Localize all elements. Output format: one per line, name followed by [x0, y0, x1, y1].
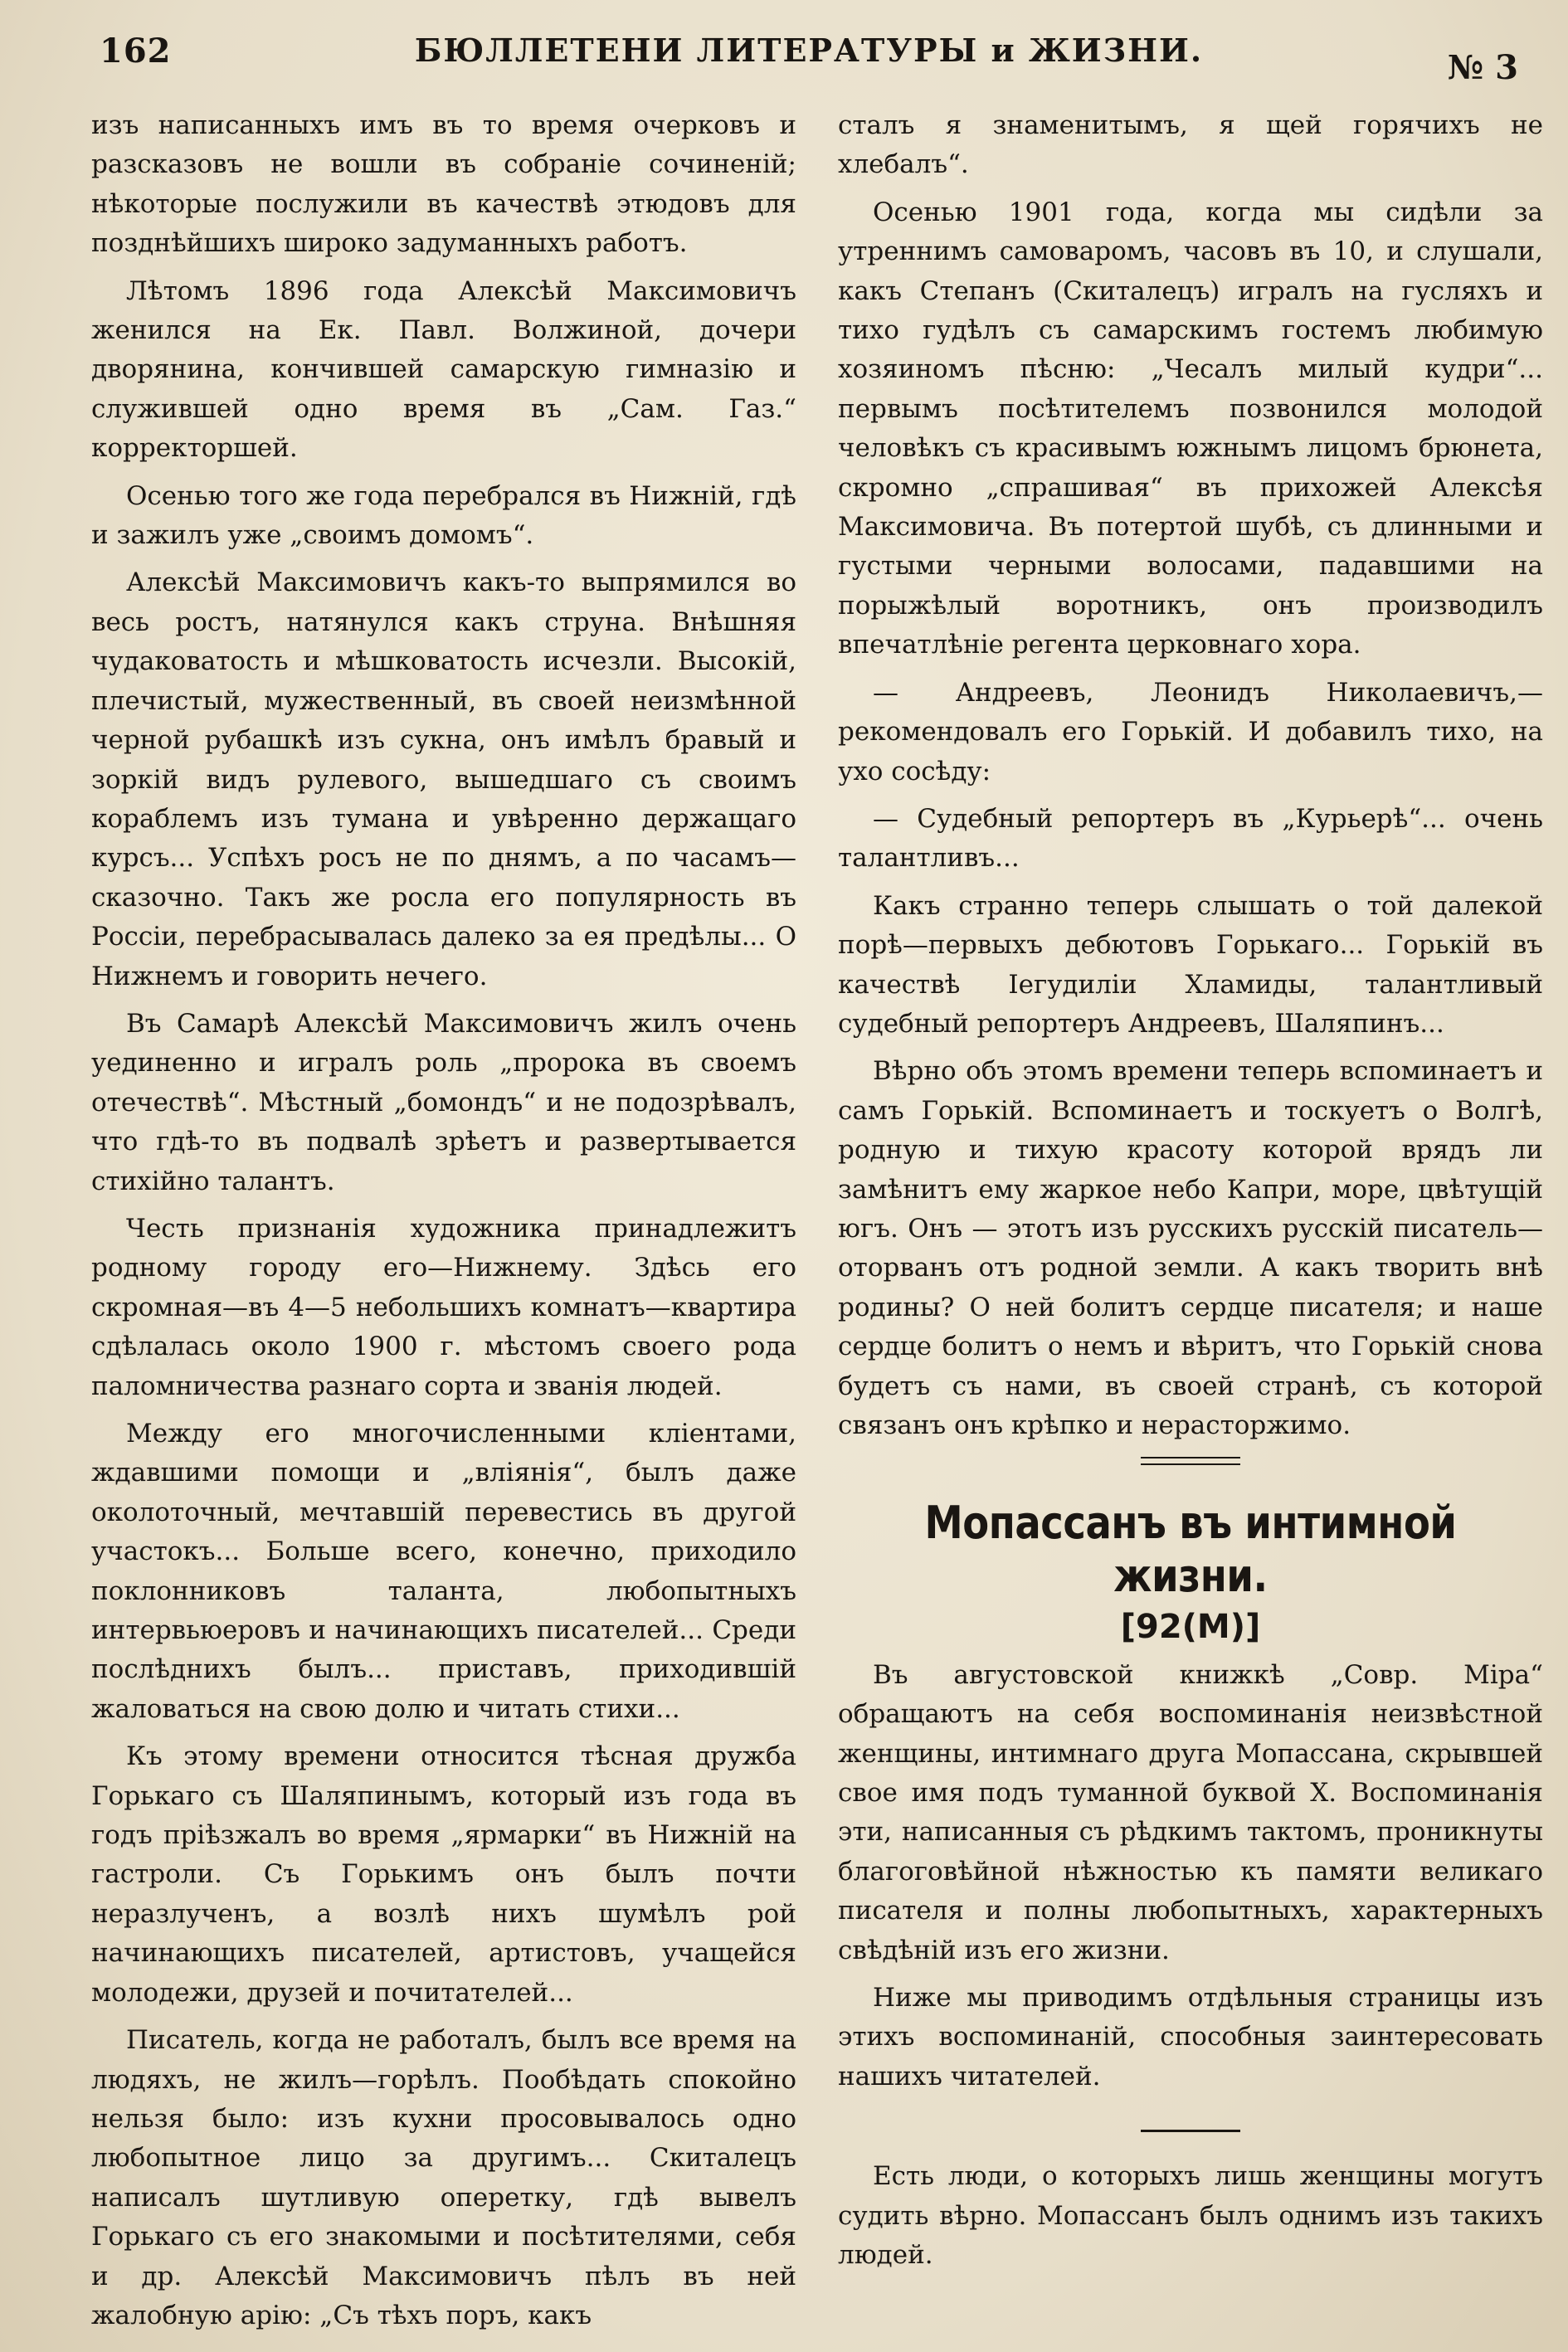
paragraph: Осенью того же года перебрался въ Нижній, гдѣ и зажилъ уже „своимъ домомъ“. [91, 480, 796, 551]
paragraph: Вѣрно объ этомъ времени теперь вспоминаетъ и самъ Горькій. Вспоминаетъ и тоскуетъ о Волгѣ, родную и тихую красоту которой врядъ ли замѣнитъ ему жаркое небо Капри, море, цвѣтущій югъ. Онъ — этотъ изъ русскихъ русскій писатель—оторванъ отъ родной земли. А какъ творить внѣ родины? О ней болитъ сердце писателя; и наше сердце болитъ о немъ и вѣритъ, что Горькій снова будетъ съ нами, въ своей странѣ, съ которой связанъ онъ крѣпко и нерасторжимо. [838, 1056, 1543, 1440]
article-code: [92(М)] [1120, 1608, 1261, 1647]
article-title: Мопассанъ въ интимной жизни. [924, 1497, 1457, 1603]
right-column [838, 106, 1543, 2284]
paragraph: — Андреевъ, Леонидъ Николаевичъ,—рекомендовалъ его Горькій. И добавилъ тихо, на ухо сосѣду: [838, 677, 1543, 786]
left-column [91, 106, 796, 2344]
paragraph: Честь признанія художника принадлежитъ родному городу его—Нижнему. Здѣсь его скромная—въ 4—5 небольшихъ комнатъ—квартира сдѣлалась около 1900 г. мѣстомъ своего рода паломничества разнаго сорта и званія людей. [91, 1213, 796, 1401]
section-divider [1141, 1457, 1240, 1465]
paragraph: Ниже мы приводимъ отдѣльныя страницы изъ этихъ воспоминаній, способныя заинтересовать нашихъ читателей. [838, 1983, 1543, 2091]
paragraph: Есть люди, о которыхъ лишь женщины могутъ судить вѣрно. Мопассанъ былъ однимъ изъ такихъ людей. [838, 2161, 1543, 2271]
paragraph: — Судебный репортеръ въ „Курьерѣ“... очень талантливъ... [838, 803, 1543, 874]
paragraph: Въ Самарѣ Алексѣй Максимовичъ жилъ очень уединенно и игралъ роль „пророка въ своемъ отечествѣ“. Мѣстный „бомондъ“ и не подозрѣвалъ, что гдѣ-то въ подвалѣ зрѣетъ и развертывается стихійно талантъ. [91, 1008, 796, 1196]
paragraph: Между его многочисленными кліентами, ждавшими помощи и „вліянія“, былъ даже околоточный, мечтавшій перевестись въ другой участокъ... Больше всего, конечно, приходило поклонниковъ таланта, любопытныхъ интервьюеровъ и начинающихъ писателей... Среди послѣднихъ былъ... приставъ, приходившій жаловаться на свою долю и читать стихи... [91, 1419, 796, 1724]
paragraph: Писатель, когда не работалъ, былъ все время на людяхъ, не жилъ—горѣлъ. Пообѣдать спокойно нельзя было: изъ кухни просовывалось одно любопытное лицо за другимъ... Скиталецъ написалъ шутливую оперетку, гдѣ вывелъ Горькаго съ его знакомыми и посѣтителями, себя и др. Алексѣй Максимовичъ пѣлъ въ ней жалобную арію: „Съ тѣхъ поръ, какъ [91, 2025, 796, 2330]
page-header [100, 32, 1518, 87]
paragraph: Какъ странно теперь слышать о той далекой порѣ—первыхъ дебютовъ Горькаго... Горькій въ качествѣ Іегудиліи Хламиды, талантливый судебный репортеръ Андреевъ, Шаляпинъ... [838, 890, 1543, 1039]
paragraph: сталъ я знаменитымъ, я щей горячихъ не хлебалъ“. [838, 110, 1543, 180]
paragraph: изъ написанныхъ имъ въ то время очерковъ и разсказовъ не вошли въ собраніе сочиненій; нѣкоторые послужили въ качествѣ этюдовъ для позднѣйшихъ широко задуманныхъ работъ. [91, 110, 796, 259]
paragraph: Въ августовской книжкѣ „Совр. Міра“ обращаютъ на себя воспоминанія неизвѣстной женщины, интимнаго друга Мопассана, скрывшей свое имя подъ туманной буквой X. Воспоминанія эти, написанныя съ рѣдкимъ тактомъ, проникнуты благоговѣйной нѣжностью къ памяти великаго писателя и полны любопытныхъ, характерныхъ свѣдѣній изъ его жизни. [838, 1659, 1543, 1965]
section-divider [1141, 2130, 1240, 2132]
paragraph: Къ этому времени относится тѣсная дружба Горькаго съ Шаляпинымъ, который изъ года въ годъ пріѣзжалъ во время „ярмарки“ въ Нижній на гастроли. Съ Горькимъ онъ былъ почти неразлученъ, а возлѣ нихъ шумѣлъ рой начинающихъ писателей, артистовъ, учащейся молодежи, друзей и почитателей... [91, 1741, 796, 2008]
page-number: 162 [100, 32, 172, 71]
paragraph: Алексѣй Максимовичъ какъ-то выпрямился во весь ростъ, натянулся какъ струна. Внѣшняя чудаковатость и мѣшковатость исчезли. Высокій, плечистый, мужественный, въ своей неизмѣнной черной рубашкѣ изъ сукна, онъ имѣлъ бравый и зоркій видъ рулевого, вышедшаго съ своимъ кораблемъ изъ тумана и увѣренно держащаго курсъ... Успѣхъ росъ не по днямъ, а по часамъ—сказочно. Такъ же росла его популярность въ Россіи, перебрасывалась далеко за ея предѣлы... О Нижнемъ и говорить нечего. [91, 567, 796, 991]
paragraph: Лѣтомъ 1896 года Алексѣй Максимовичъ женился на Ек. Павл. Волжиной, дочери дворянина, кончившей самарскую гимназію и служившей одно время въ „Сам. Газ.“ корректоршей. [91, 275, 796, 464]
issue-number: № 3 [1447, 48, 1518, 87]
running-title: БЮЛЛЕТЕНИ ЛИТЕРАТУРЫ и ЖИЗНИ. [414, 32, 1204, 69]
paragraph: Осенью 1901 года, когда мы сидѣли за утреннимъ самоваромъ, часовъ въ 10, и слушали, какъ Степанъ (Скиталецъ) игралъ на гусляхъ и тихо гудѣлъ съ самарскимъ гостемъ любимую хозяиномъ пѣсню: „Чесалъ милый кудри“... первымъ посѣтителемъ позвонился молодой человѣкъ съ красивымъ южнымъ лицомъ брюнета, скромно „спрашивая“ въ прихожей Алексѣя Максимовича. Въ потертой шубѣ, съ длинными и густыми черными волосами, падавшими на порыжѣлый воротникъ, онъ производилъ впечатлѣніе регента церковнаго хора. [838, 197, 1543, 660]
